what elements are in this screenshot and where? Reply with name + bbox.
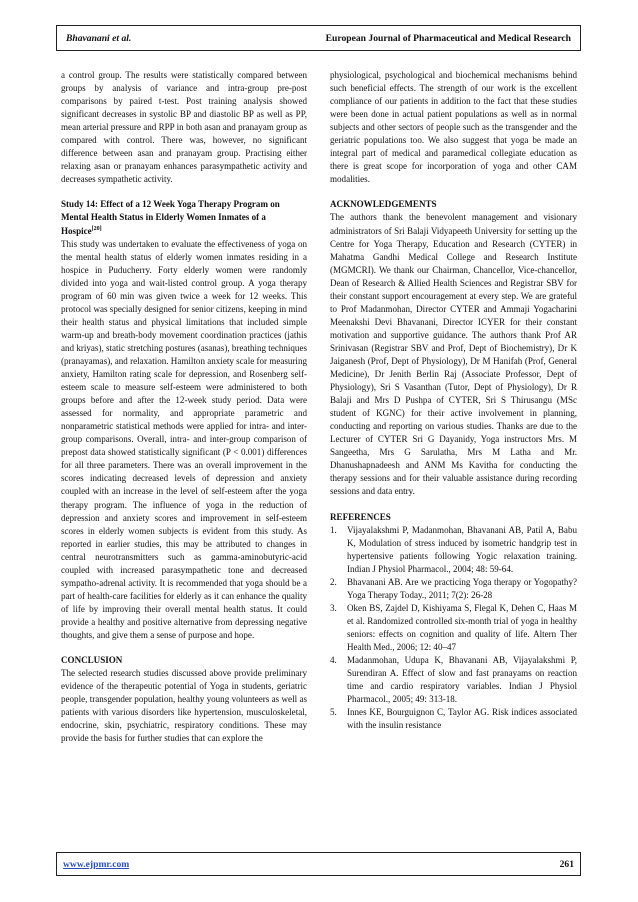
- reference-number: 4.: [330, 655, 337, 666]
- study-paragraph: This study was undertaken to evaluate the effectiveness of yoga on the mental health status of elderly women inmates residing in a hospice in Puducherry. Forty elderly women were randomly divided into yoga and wait-listed control group. A yoga therapy program of 60 min was given twice a week for 12 weeks. This protocol was specially designed for senior citizens, keeping in mind their health status and physical limitations that included simple warm-up and breath-body movement coordination practices (jathis and kriyas), static stretching postures (asanas), breathing techniques (pranayamas), and relaxation. Hamilton anxiety scale for measuring anxiety, Hamilton rating scale for depression, and Rosenberg self-esteem scale to measure self-esteem were administered to both groups before and after the 12-week study period. Data were assessed for normality, and appropriate parametric and nonparametric statistical methods were applied for intra- and inter-group comparisons. Overall, intra- and inter-group comparison of prepost data showed statistically significant (P < 0.001) differences for all three parameters. There was an overall improvement in the scores indicating decreased levels of depression and anxiety coupled with an increase in the level of self-esteem after the yoga therapy program. The influence of yoga in the reduction of depression and anxiety scores and improvement in self-esteem scores in elderly women subjects is evident from this study. As reported in earlier studies, this may be attributed to changes in central neurotransmitters such as gamma-aminobutyric-acid coupled with increased parasympathetic tone and decreased sympatho-adrenal activity. It is recommended that yoga should be a part of health-care facilities for elderly as it can enhance the quality of life by improving their overall mental health status. It could provide a healthy and positive alternative from depressing negative thoughts, and give them a sense of purpose and hope.: [61, 238, 307, 640]
- reference-number: 3.: [330, 602, 337, 613]
- reference-number: 1.: [330, 524, 337, 535]
- reference-text: Oken BS, Zajdel D, Kishiyama S, Flegal K, Dehen C, Haas M et al. Randomized controlled six-month trial of yoga in healthy seniors: effects on cognition and quality of life. Altern Ther Health Med., 2006; 12: 40–47: [347, 602, 577, 652]
- reference-text: Vijayalakshmi P, Madanmohan, Bhavanani AB, Patil A, Babu K, Modulation of stress induced by isometric handgrip test in hypertensive patients following Yogic relaxation training. Indian J Physiol Pharmacol., 2004; 48: 59-64.: [347, 524, 577, 574]
- reference-text: Innes KE, Bourguignon C, Taylor AG. Risk indices associated with the insulin resistance: [347, 707, 577, 731]
- continuation-paragraph: physiological, psychological and biochemical mechanisms behind such beneficial effects. The strength of our work is the excellent compliance of our patients in addition to the fact that these studies were been done in actual patient populations as well as in normal subjects and other sectors of people such as the transgender and the geriatric populations too. We also suggest that yoga be made an integral part of medical and paramedical collegiate education as there is great scope for incorporation of yoga and other CAM modalities.: [330, 70, 577, 185]
- running-header: [56, 25, 581, 51]
- reference-text: Bhavanani AB. Are we practicing Yoga therapy or Yogopathy? Yoga Therapy Today., 2011; 7(2): 26-28: [347, 576, 577, 600]
- reference-item: [330, 524, 577, 576]
- reference-item: [330, 602, 577, 654]
- journal-website-link[interactable]: www.ejpmr.com: [63, 858, 130, 870]
- reference-number: 5.: [330, 707, 337, 718]
- left-column: [61, 69, 307, 757]
- conclusion-paragraph: The selected research studies discussed above provide preliminary evidence of the therapeutic potential of Yoga in students, geriatric people, transgender population, healthy young volunteers as well as patients with various disorders like hypertension, musculoskeletal, endocrine, skin, psychiatric, respiratory conditions. These may provide the basis for further studies that can explore the: [61, 668, 307, 744]
- study-heading-text: Study 14: Effect of a 12 Week Yoga Therapy Program on Mental Health Status in Elderly Women Inmates of a Hospice: [61, 199, 280, 236]
- references-list: [330, 524, 577, 733]
- reference-item: [330, 706, 577, 732]
- study-citation: [20]: [91, 225, 102, 232]
- page-number: 261: [559, 858, 574, 870]
- reference-item: [330, 576, 577, 602]
- intro-paragraph: a control group. The results were statistically compared between groups by analysis of variance and intra-group pre-post comparisons by paired t-test. Post training analysis showed significant decreases in systolic BP and diastolic BP as well as PP, mean arterial pressure and RPP in both asan and pranayam group as compared with control. There was, however, no significant difference between asan and pranayam group. Practising either relaxing asan or pranayam enhances parasympathetic activity and decreases sympathetic activity.: [61, 70, 307, 185]
- header-authors: Bhavanani et al.: [66, 32, 132, 44]
- reference-item: [330, 654, 577, 706]
- acknowledgements-heading: ACKNOWLEDGEMENTS: [330, 199, 437, 210]
- reference-text: Madanmohan, Udupa K, Bhavanani AB, Vijayalakshmi P, Surendiran A. Effect of slow and fast pranayams on reaction time and cardio respiratory variables. Indian J Physiol Pharmacol., 2005; 49: 313-18.: [347, 655, 577, 705]
- right-column: [330, 69, 577, 732]
- study-heading: [61, 198, 307, 237]
- reference-number: 2.: [330, 576, 337, 587]
- conclusion-heading: CONCLUSION: [61, 655, 123, 666]
- references-heading: REFERENCES: [330, 511, 391, 522]
- running-footer: [56, 852, 581, 876]
- header-journal: European Journal of Pharmaceutical and Medical Research: [325, 32, 571, 44]
- acknowledgements-paragraph: The authors thank the benevolent management and visionary administrators of Sri Balaji Vidyapeeth University for setting up the Centre for Yoga Therapy, Education and Research (CYTER) in Mahatma Gandhi Medical College and Research Institute (MGMCRI). We thank our Chairman, Chancellor, Vice-chancellor, Dean of Research & Allied Health Sciences and Registrar SBV for their constant support encouragement at every step. We are grateful to Prof Madanmohan, Director CYTER and Ammaji Yogacharini Meenakshi Devi Bhavanani, Director ICYER for their constant motivation and supportive guidance. The authors thank Prof AR Srinivasan (Registrar SBV and Prof, Dept of Biochemistry), Dr K Jaiganesh (Prof, Dept of Physiology), Dr M Hanifah (Prof, General Medicine), Dr Jenith Berlin Raj (Associate Professor, Dept of Physiology), Sri S Vasanthan (Tutor, Dept of Physiology), Dr R Balaji and Mrs D Pushpa of CYTER, Sri S Thirusangu (MSc student of KGNC) for their active involvement in planning, conducting and reporting on various studies. Thanks are due to the Lecturer of CYTER Sri G Dayanidy, Yoga instructors Mrs. M Sangeetha, Mrs G Sarulatha, Mrs M Latha and Mr. Dhanushapnadeesh and ANM Ms Kavitha for conducting the therapy sessions and for their valuable assistance during recording sessions and data entry.: [330, 212, 577, 497]
